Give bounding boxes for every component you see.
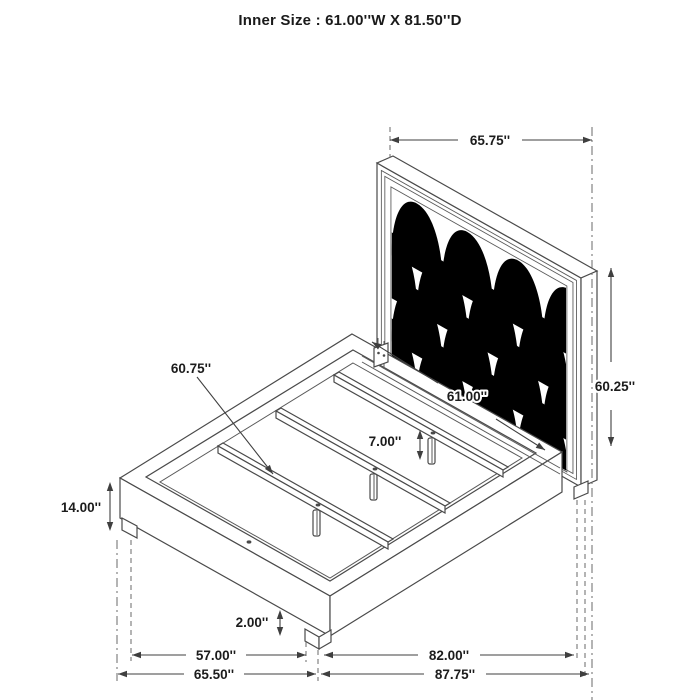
dim-label-slat-length: 60.75'' bbox=[170, 361, 212, 376]
dim-headboard-height bbox=[595, 268, 635, 446]
front-foot-side bbox=[319, 630, 331, 649]
page-title: Inner Size : 61.00''W X 81.50''D bbox=[238, 12, 462, 29]
front-foot-face bbox=[305, 629, 319, 649]
dim-overall-width bbox=[118, 667, 316, 682]
dim-overall-depth bbox=[321, 667, 589, 682]
dim-rail-height bbox=[61, 482, 113, 531]
dim-headboard-width bbox=[390, 133, 592, 148]
dim-label-overall-depth: 87.75'' bbox=[434, 667, 476, 682]
bolt-dot bbox=[316, 504, 321, 507]
dim-label-side-rail-length: 82.00'' bbox=[428, 648, 470, 663]
bolt-dot bbox=[373, 468, 378, 471]
dim-foot-inner-width bbox=[132, 648, 306, 663]
dim-side-rail-length bbox=[324, 648, 574, 663]
dim-label-rail-height: 14.00'' bbox=[60, 500, 102, 515]
dim-label-headboard-height: 60.25'' bbox=[594, 379, 636, 394]
bolt-dot bbox=[431, 432, 436, 435]
dim-label-front-leg-height: 2.00'' bbox=[235, 615, 269, 630]
bolt-dot bbox=[247, 540, 252, 543]
dim-label-overall-width: 65.50'' bbox=[193, 667, 235, 682]
dim-front-leg-height bbox=[236, 610, 284, 636]
dim-label-headboard-width: 65.75'' bbox=[469, 133, 511, 148]
dim-label-inner-width: 61.00'' bbox=[446, 389, 488, 404]
dim-label-foot-inner-width: 57.00'' bbox=[195, 648, 237, 663]
dim-label-center-leg-height: 7.00'' bbox=[368, 434, 402, 449]
